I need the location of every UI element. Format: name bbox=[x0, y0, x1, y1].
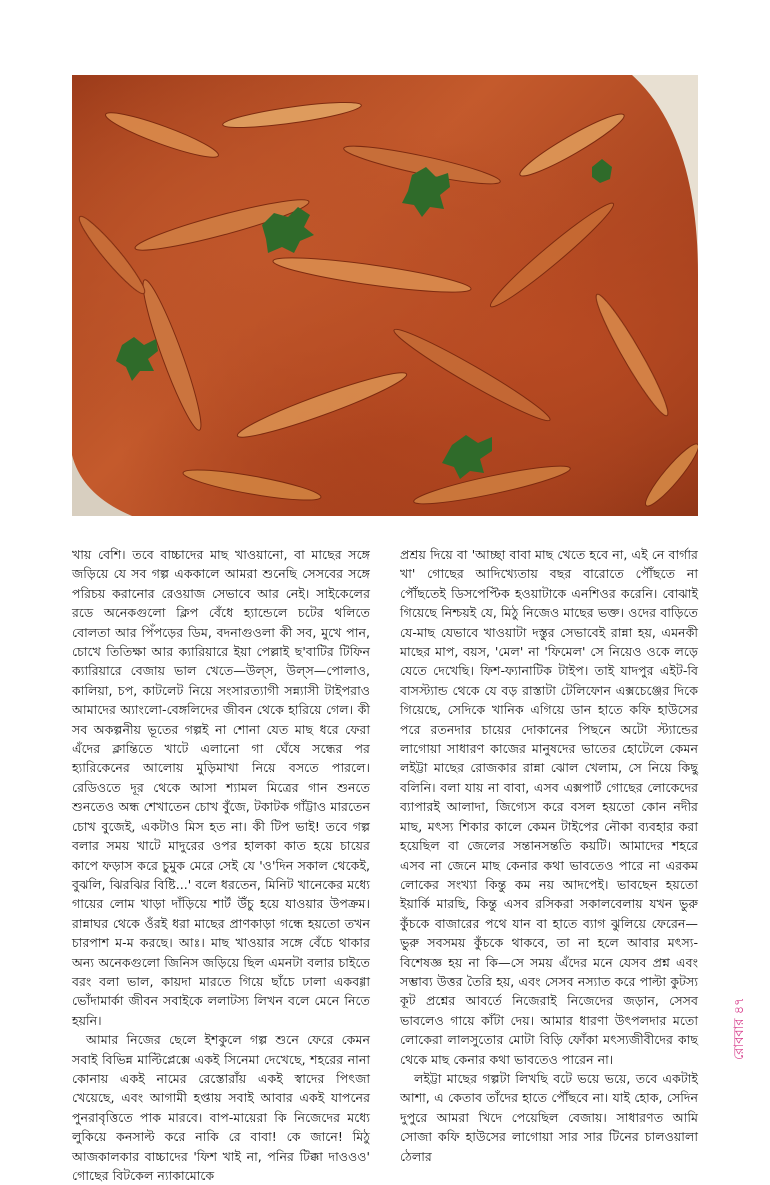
article-column-left bbox=[72, 545, 370, 1185]
paragraph: লইট্টা মাছের গল্পটা লিখছি বটে ভয়ে ভয়ে, তবে একটাই আশা, এ কেতাব তাঁদের হাতে পৌঁছবে না। যাই হোক, সেদিন দুপুরে আমরা খিদে পেয়েছিল বেজায়। সাধারণত আমি সোজা কফি হাউসের লাগোয়া সার সার টিনের চালওয়ালা ঠেলার bbox=[400, 1070, 698, 1164]
fish-dish-photo bbox=[72, 75, 698, 516]
paragraph: আমার নিজের ছেলে ইশকুলে গল্প শুনে ফেরে কেমন সবাই বিভিন্ন মাল্টিপ্লেক্সে একই সিনেমা দেখেছে, শহরের নানা কোনায় একই নামের রেস্তোরাঁয় একই স্বাদের পিৎজা খেয়েছে, এবং আগামী হপ্তায় সবাই আবার একই যাপনের পুনরাবৃত্তিতে পাক মারবে। বাপ-মায়েরা কি নিজেদের মধ্যে লুকিয়ে কনসাল্ট করে নাকি রে বাবা! কে জানে! মিঠু আজকালকার বাচ্চাদের 'ফিশ খাই না, পনির টিক্কা দাওওও' গোছের বিটকেল ন্যাকামোকে bbox=[72, 1032, 370, 1183]
paragraph: প্রশ্রয় দিয়ে বা 'আচ্ছা বাবা মাছ খেতে হবে না, এই নে বার্গার খা' গোছের আদিখ্যেতায় বছর বারোতে পৌঁছতে না পৌঁছতেই ডিসপেপ্টিক হওয়াটাকে এনশিওর করেনি। বোঝাই গিয়েছে নিশ্চয়ই যে, মিঠু নিজেও মাছের ভক্ত। ওদের বাড়িতে যে-মাছ যেভাবে খাওয়াটা দস্তুর সেভাবেই রান্না হয়, এমনকী মাছের মাপ, বয়স, 'মেল' না 'ফিমেল' সে নিয়েও ওকে লড়ে যেতে দেখেছি। ফিশ-ফ্যানাটিক টাইপ। তাই যাদপুর এইট-বি বাসস্ট্যান্ড থেকে যে বড় রাস্তাটা টেলিফোন এক্সচেঞ্জের দিকে গিয়েছে, সেদিকে খানিক এগিয়ে ডান হাতে কফি হাউসের পরে রতনদার চায়ের দোকানের পিছনে অটো স্ট্যান্ডের লাগোয়া সাধারণ কাজের মানুষদের ভাতের হোটেলে কেমন লইট্টা মাছের রোজকার রান্না ঝোল খেলাম, সে নিয়ে কিছু বলিনি। বলা যায় না বাবা, এসব এক্সপার্ট গোছের লোকেদের ব্যাপারই আলাদা, জিগ্যেস করে বসল হয়তো কোন নদীর মাছ, মৎস্য শিকার কালে কেমন টাইপের নৌকা ব্যবহার করা হয়েছিল বা জেলের সন্তানসন্ততি কয়টি। আমাদের শহরে এসব না জেনে মাছ কেনার কথা ভাবতেও পারে না এরকম লোকের সংখ্যা কিন্তু কম নয় আদপেই। ভাবছেন হয়তো ইয়ার্কি মারছি, কিন্তু এসব রসিকরা সকালবেলায় যখন ভুরু কুঁচকে বাজারের পথে যান বা হাতে ব্যাগ ঝুলিয়ে ফেরেন—ভুরু সবসময় কুঁচকে থাকবে, তা না হলে আবার মৎস্য-বিশেষজ্ঞ হয় না কি—সে সময় এঁদের মনে যেসব প্রশ্ন এবং সম্ভাব্য উত্তর তৈরি হয়, এবং সেসব নস্যাত করে পাল্টা কুটস্য কূট প্রশ্নের আবর্তে নিজেরাই নিজেদের জড়ান, সেসব ভাবলেও গায়ে কাঁটা দেয়। আমার ধারণা উৎপলদার মতো লোকেরা লালসুতোর মোটা বিড়ি ফোঁকা মৎস্যজীবীদের কাছ থেকে মাছ কেনার কথা ভাবতেও পারেন না। bbox=[400, 547, 698, 1067]
paragraph: খায় বেশি। তবে বাচ্চাদের মাছ খাওয়ানো, বা মাছের সঙ্গে জড়িয়ে যে সব গল্প এককালে আমরা শুনেছি সেসবের সঙ্গে পরিচয় করানোর রেওয়াজ সেভাবে আর নেই। সাইকেলের রডে অনেকগুলো ক্লিপ বেঁধে হ্যান্ডেলে চটের থলিতে বোলতা আর পিঁপড়ের ডিম, বদনাগুওলা কী সব, মুখে পান, চোখে তিতিক্ষা আর ক্যারিয়ারে ইয়া পেল্লাই ছ'বাটির টিফিন ক্যারিয়ারে বেজায় ভাল খেতে—উল্স, উল্স—পোলাও, কালিয়া, চপ, কাটলেট নিয়ে সংসারত্যাগী সন্ন্যাসী টাইপরাও আমাদের অ্যাংলো-বেঙ্গলিদের জীবন থেকে হারিয়ে গেল। কী সব অকল্পনীয় ভূতের গল্পই না শোনা যেত মাছ ধরে ফেরা এঁদের ক্লান্তিতে খাটে এলানো গা ঘেঁষে সন্ধের পর হ্যারিকেনের আলোয় মুড়িমাখা নিয়ে বসতে পারলে। রেডিওতে দূর থেকে আসা শ্যামল মিত্রের গান শুনতে শুনতেও অন্ধ শেখাতেন চোখ বুঁজে, টকাটক গাঁট্টাও মারতেন চোখ বুজেই, একটাও মিস হত না। কী টিপ ভাই! তবে গল্প বলার সময় খাটে মাদুরের ওপর হালকা কাত হয়ে চায়ের কাপে ফড়াস করে চুমুক মেরে সেই যে 'ও'দিন সকাল থেকেই, বুঝলি, ঝিরঝির বিষ্টি...' বলে ধরতেন, মিনিট খানেকের মধ্যে গায়ের লোম খাড়া দাঁড়িয়ে শার্ট উঁচু হয়ে যাওয়ার উপক্রম। রান্নাঘর থেকে ওঁরই ধরা মাছের প্রাণকাড়া গন্ধে হয়তো তখন চারপাশ ম-ম করছে। আঃ। মাছ খাওয়ার সঙ্গে বেঁচে থাকার অন্য অনেকগুলো জিনিস জড়িয়ে ছিল এমনটা বলার চাইতে বরং বলা ভাল, কায়দা মারতে গিয়ে ছাঁচে ঢালা একবগ্গা ভোঁদামার্কা জীবন সবাইকে ললাটস্য লিখন বলে মেনে নিতে হয়নি। bbox=[72, 547, 370, 1028]
article-column-right bbox=[400, 545, 698, 1166]
fried-fish-dish-icon bbox=[72, 75, 698, 516]
page-footer-tag: রোববার ৪৭ bbox=[732, 997, 747, 1060]
